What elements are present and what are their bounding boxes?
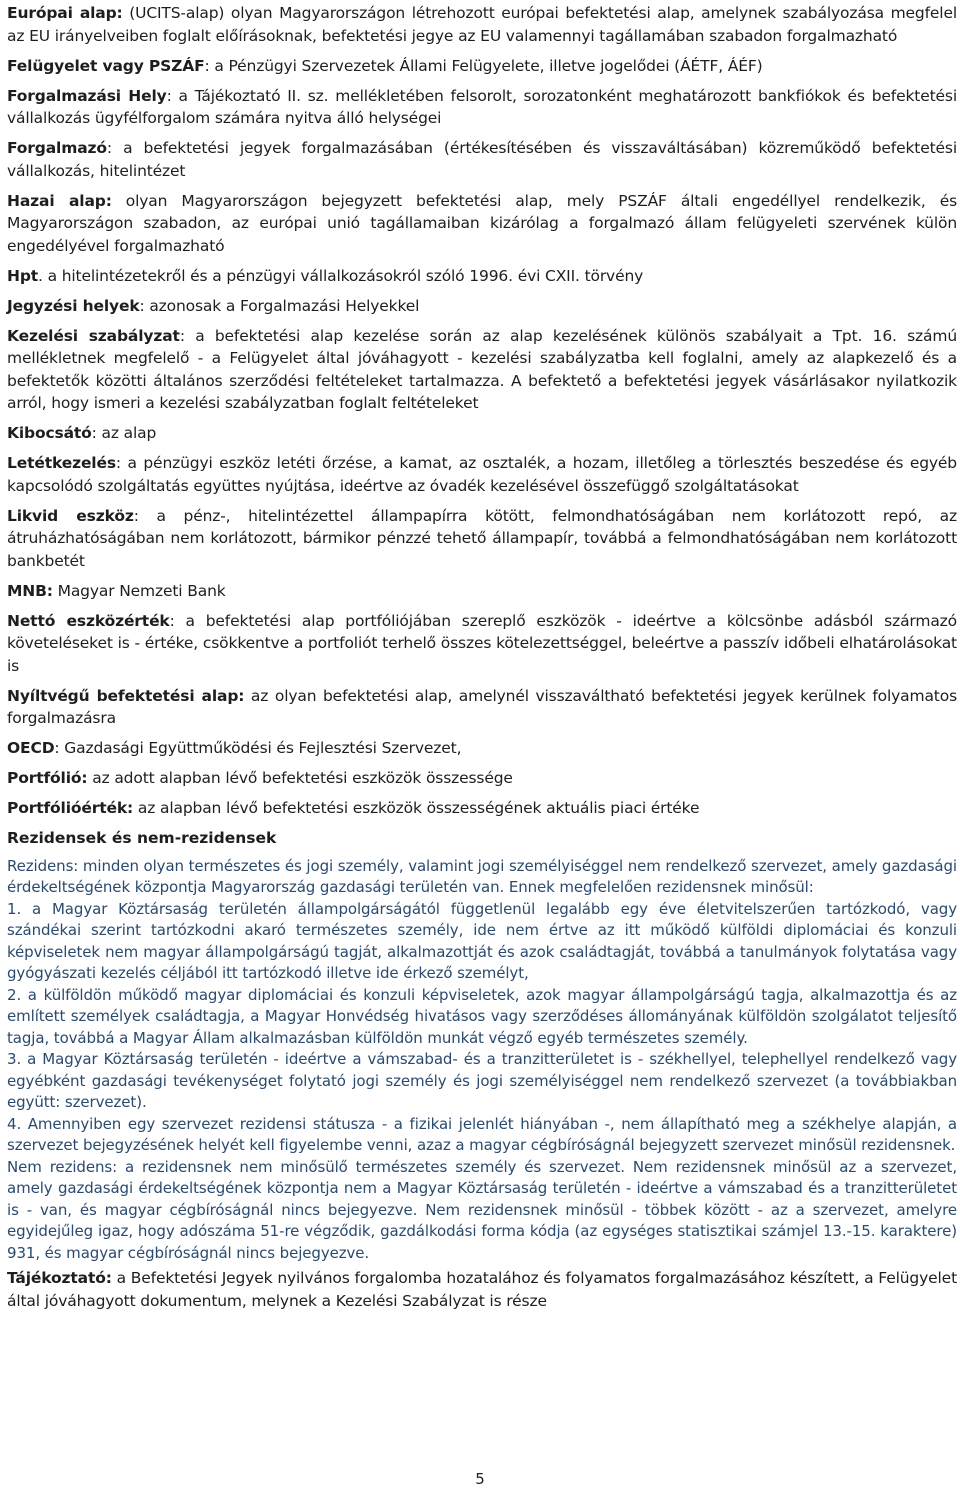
definition-term: Nettó eszközérték — [7, 611, 170, 630]
definition-tajekoztato — [7, 1267, 957, 1312]
definition-text: : a Tájékoztató II. sz. mellékletében felsorolt, sorozatonként meghatározott bankfiókok és befektetési vállalkozás ügyfélforgalom számára nyitva álló helységei — [7, 86, 957, 127]
definition-text: : az alap — [91, 424, 157, 442]
definition-mnb — [7, 580, 957, 603]
definition-term: OECD — [7, 739, 55, 757]
residents-section — [7, 827, 957, 1264]
definition-term: Tájékoztató: — [7, 1269, 112, 1287]
definition-term: Felügyelet vagy PSZÁF — [7, 56, 205, 75]
definition-text: : a befektetési jegyek forgalmazásában (értékesítésében és visszaváltásában) közreműködő befektetési vállalkozás, hitelintézet — [7, 139, 957, 180]
definition-forgalmazo — [7, 137, 957, 182]
definition-term: Hazai alap: — [7, 191, 112, 210]
definition-text: az alapban lévő befektetési eszközök összességének aktuális piaci értéke — [133, 799, 700, 817]
definition-term: Kibocsátó — [7, 424, 92, 442]
residents-heading: Rezidensek és nem-rezidensek — [7, 829, 277, 847]
definition-oecd — [7, 737, 957, 760]
resident-item-4: 4. Amennyiben egy szervezet rezidensi státusza - a fizikai jelenlét hiányában -, nem állapítható meg a székhelye alapján, a szervezet bejegyzésének helyét kell figyelembe venni, azaz a magyar cégbíróságnál bejegyzett szervezet minősül rezidensnek. — [7, 1114, 957, 1154]
definition-term: Kezelési szabályzat — [7, 326, 180, 345]
definition-felugyelet — [7, 55, 957, 78]
definition-likvid-eszkoz — [7, 505, 957, 573]
definition-text: : a Pénzügyi Szervezetek Állami Felügyelete, illetve jogelődei (ÁÉTF, ÁÉF) — [204, 56, 763, 75]
definition-forgalmazasi-hely — [7, 85, 957, 130]
definition-nyiltvegu-alap — [7, 685, 957, 730]
definition-term: Európai alap: — [7, 4, 123, 22]
definition-term: Forgalmazási Hely — [7, 86, 167, 105]
definition-text: az olyan befektetési alap, amelynél visszaváltható befektetési jegyek kerülnek folyamatos forgalmazásra — [7, 686, 957, 727]
non-resident-paragraph: Nem rezidens: a rezidensnek nem minősülő természetes személy és szervezet. Nem rezidensnek minősül az a szervezet, amely gazdasági érdekeltségének központja nem a Magyar Köztársaság területén - ideértve a vámszabad és a tranzitterületet is - van, és magyar cégbíróságnál nincs bejegyezve. Nem rezidensnek minősül - többek között - az a szervezet, amelyre egyidejűleg igaz, hogy adószáma 51-re végződik, gazdálkodási forma kódja (az egységes statisztikai számjel 13.-15. karaktere) 931, és magyar cégbíróságnál nincs bejegyezve. — [7, 1157, 957, 1262]
definition-text: a Befektetési Jegyek nyilvános forgalomba hozatalához és folyamatos forgalmazásához készített, a Felügyelet által jóváhagyott dokumentum, melynek a Kezelési Szabályzat is része — [7, 1269, 957, 1310]
resident-item-3: 3. a Magyar Köztársaság területén - ideértve a vámszabad- és a tranzitterületet is - székhellyel, telephellyel rendelkező vagy egyébként gazdasági tevékenységet folytató jogi személy és jogi személyiséggel nem rendelkező szervezet (a továbbiakban együtt: szervezet). — [7, 1050, 957, 1111]
definition-hpt — [7, 265, 957, 288]
definition-term: Likvid eszköz — [7, 506, 134, 525]
definition-text: : Gazdasági Együttműködési és Fejlesztési Szervezet, — [54, 739, 462, 757]
definition-text: : a befektetési alap portfóliójában szereplő eszközök - ideértve a kölcsönbe adásból származó követeléseket is - értéke, csökkentve a portfoliót terhelő összes kötelezettséggel, beleértve a passzív időbeli elhatárolásokat is — [7, 611, 957, 675]
definition-hazai-alap — [7, 190, 957, 258]
definition-kibocsato — [7, 422, 957, 445]
definition-term: Forgalmazó — [7, 139, 107, 157]
definition-text: : a befektetési alap kezelése során az alap kezelésének különös szabályait a Tpt. 16. számú mellékletnek megfelelő - a Felügyelet által jóváhagyott - kezelési szabályzatba kell foglalni, amely az alapkezelő és a befektetők közötti általános szerződési feltételeket tartalmazza. A befektető a befektetési jegyek vásárlásakor nyilatkozik arról, hogy ismeri a kezelési szabályzatban foglalt feltételeket — [7, 326, 957, 412]
definition-text: : a pénz-, hitelintézettel állampapírra kötött, felmondhatóságában nem korlátozott repó, az átruházhatóságában nem korlátozott, bármikor pénzzé tehető állampapír, továbbá a felmondhatóságában nem korlátozott bankbetét — [7, 506, 958, 570]
definition-term: Hpt — [7, 266, 39, 285]
resident-item-1: 1. a Magyar Köztársaság területén állampolgárságától függetlenül legalább egy éve életvitelszerűen tartózkodó, vagy szándékai szerint tartózkodni akaró természetes személy, ide nem értve az itt működő külföldi diplomáciai és konzuli képviseletek nem magyar állampolgárságú tagját, alkalmazottját és azok családtagját, továbbá a tanulmányok folytatása vagy gyógyászati kezelés céljából itt tartózkodó illetve ide érkező személyt, — [7, 899, 957, 982]
resident-paragraph: Rezidens: minden olyan természetes és jogi személy, valamint jogi személyiséggel nem rendelkező szervezet, amely gazdasági érdekeltségének központja Magyarország gazdasági területén van. Ennek megfelelően rezidensnek minősül: — [7, 856, 957, 896]
definition-kezelesi-szabalyzat — [7, 325, 957, 415]
definition-portfolioertek — [7, 797, 957, 820]
definition-jegyzesi-helyek — [7, 295, 957, 318]
definition-text: az adott alapban lévő befektetési eszközök összessége — [87, 769, 513, 787]
definition-text: Magyar Nemzeti Bank — [52, 581, 226, 600]
definition-letetkezeles — [7, 452, 957, 497]
definition-term: Portfólióérték: — [7, 799, 134, 817]
definition-text: olyan Magyarországon bejegyzett befektetési alap, mely PSZÁF általi engedéllyel rendelkezik, és Magyarországon szabadon, az európai unió tagállamaiban kizárólag a forgalmazó állam felügyeleti szervének külön engedélyével forgalmazható — [7, 191, 958, 255]
resident-item-2: 2. a külföldön működő magyar diplomáciai és konzuli képviseletek, azok magyar állampolgárságú tagja, alkalmazottja és az említett személyek családtagja, a Magyar Honvédség hivatásos vagy szerződéses állományának külföldön szolgálatot teljesítő tagja, továbbá a Magyar Állam alkalmazásban külföldön munkát végző egyéb természetes személy. — [7, 985, 957, 1047]
definition-term: Portfólió: — [7, 769, 88, 787]
definition-text: (UCITS-alap) olyan Magyarországon létrehozott európai befektetési alap, amelynek szabályozása megfelel az EU irányelveiben foglalt előírásoknak, befektetési jegye az EU valamennyi tagállamában szabadon forgalmazható — [7, 4, 957, 45]
definition-text: . a hitelintézetekről és a pénzügyi vállalkozásokról szóló 1996. évi CXII. törvény — [38, 266, 644, 285]
definition-term: Nyíltvégű befektetési alap: — [7, 686, 245, 705]
document-page — [7, 2, 957, 1320]
page-number: 5 — [475, 1470, 485, 1488]
definition-netto-eszkozertek — [7, 610, 957, 678]
definition-text: : azonosak a Forgalmazási Helyekkel — [139, 296, 420, 315]
definition-term: MNB: — [7, 581, 53, 600]
definition-text: : a pénzügyi eszköz letéti őrzése, a kamat, az osztalék, a hozam, illetőleg a törlesztés beszedése és egyéb kapcsolódó szolgáltatás együttes nyújtása, ideértve az óvadék kezelésével összefüggő szolgáltatásokat — [7, 454, 957, 495]
definition-term: Letétkezelés — [7, 454, 116, 472]
definition-europai-alap — [7, 2, 957, 47]
definition-portfolio — [7, 767, 957, 790]
definition-term: Jegyzési helyek — [7, 296, 140, 315]
